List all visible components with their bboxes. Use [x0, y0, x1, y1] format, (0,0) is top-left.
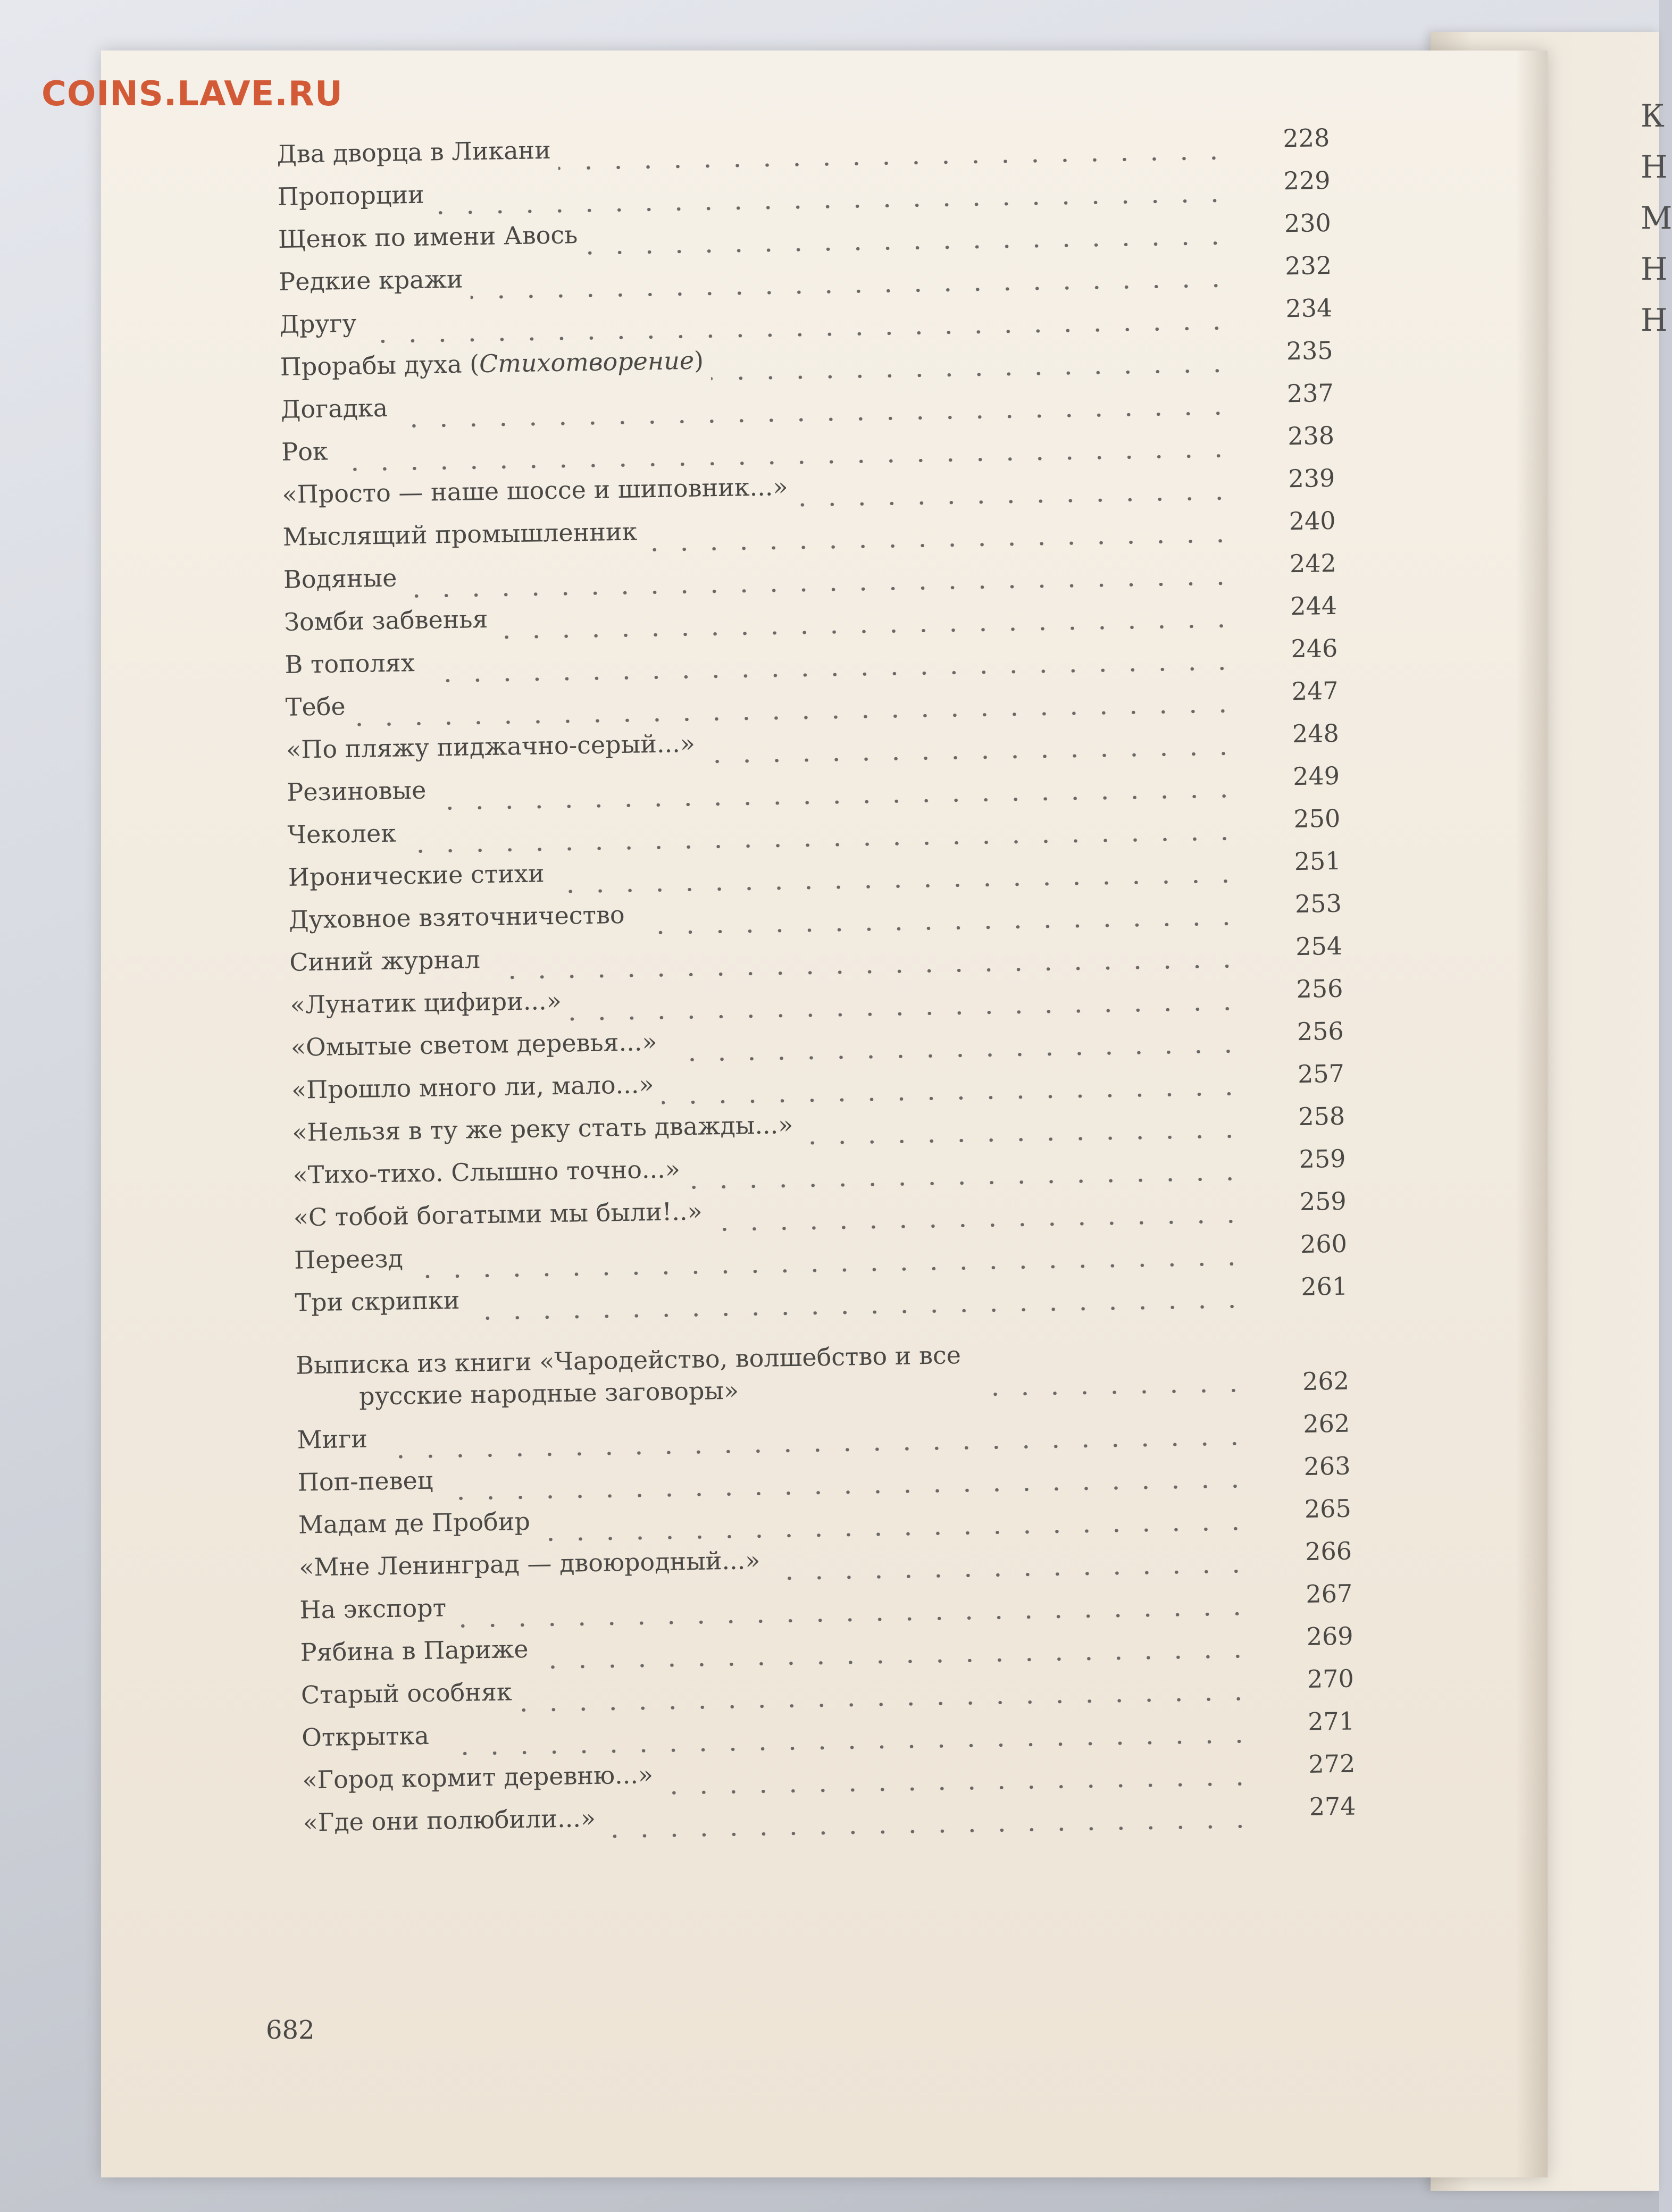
toc-entry-title-text: Синий журнал	[289, 945, 481, 977]
toc-entry-title	[285, 647, 422, 681]
toc-entry-title	[302, 1758, 661, 1796]
toc-entry-title-text: Прорабы духа (	[280, 349, 480, 381]
toc-entry-title-text: Духовное взяточничество	[288, 900, 625, 934]
toc-entry-title	[278, 219, 586, 255]
toc-entry-page: 254	[1295, 931, 1343, 961]
toc-entry-title	[302, 1720, 437, 1754]
toc-entry-page: 237	[1286, 378, 1334, 408]
toc-entry-page: 259	[1299, 1186, 1347, 1217]
facing-page-letter: Н	[1641, 251, 1668, 287]
toc-entry-title-text: «Лунатик цифири...»	[290, 986, 562, 1019]
toc-entry-title-end: )	[693, 346, 704, 375]
toc-entry-page: 248	[1292, 718, 1340, 749]
toc-entry-title	[284, 603, 496, 638]
toc-entry-title-text: Открытка	[301, 1721, 430, 1752]
toc-entry-page: 262	[1302, 1409, 1350, 1438]
toc-entry-page: 232	[1284, 250, 1332, 281]
toc-entry-page: 260	[1300, 1229, 1348, 1259]
toc-entry-page: 228	[1283, 123, 1330, 153]
toc-entry-title-text: Мадам де Пробир	[298, 1506, 531, 1539]
toc-entry-page: 242	[1289, 548, 1337, 579]
toc-entry-title-text: На экспорт	[299, 1593, 447, 1624]
toc-entry-title	[279, 263, 471, 298]
toc-entry-title-text: Переезд	[294, 1244, 404, 1275]
toc-entry-page: 269	[1306, 1621, 1353, 1651]
toc-entry-title-text: Догадка	[280, 393, 388, 424]
toc-entry-title	[285, 690, 353, 723]
toc-entry-title-text: «Где они полюбили...»	[303, 1803, 596, 1837]
page-number: 682	[266, 2015, 315, 2045]
toc-entry-title-text: Водяные	[283, 563, 397, 594]
toc-entry-title	[281, 435, 336, 468]
toc-entry-title	[298, 1505, 538, 1541]
toc-entry-title	[295, 1284, 467, 1319]
toc-entry-title-text: Чеколек	[287, 818, 397, 849]
facing-page-text	[1641, 90, 1672, 346]
table-of-contents	[277, 122, 1356, 1849]
watermark: COINS.LAVE.RU	[41, 74, 343, 114]
toc-entry-page: 229	[1283, 165, 1331, 196]
toc-entry-title-text: Тебе	[285, 692, 346, 722]
facing-page-letter: Н	[1641, 302, 1668, 338]
toc-entry-title	[279, 307, 364, 340]
toc-entry-title-text: «Омытые светом деревья...»	[290, 1027, 657, 1062]
toc-entry-page: 238	[1287, 421, 1335, 451]
toc-entry-page: 249	[1292, 761, 1340, 791]
toc-entry-title-text: Пропорции	[277, 180, 425, 211]
dot-leader	[801, 1135, 1244, 1145]
toc-entry-title	[287, 774, 434, 808]
toc-entry-title-text: «Прошло много ли, мало...»	[291, 1070, 654, 1104]
toc-entry-title	[287, 817, 404, 850]
toc-entry-page: 263	[1303, 1451, 1351, 1481]
toc-entry-page: 239	[1288, 463, 1335, 493]
facing-page-letter: Н	[1641, 149, 1668, 185]
toc-entry-title	[296, 1339, 969, 1413]
toc-entry-title	[303, 1802, 603, 1839]
toc-entry-title-line2: русские народные заговоры»	[358, 1376, 739, 1411]
toc-entry-page: 270	[1307, 1664, 1355, 1694]
toc-entry-title-text: Рябина в Париже	[300, 1634, 529, 1667]
toc-entry-page: 261	[1300, 1271, 1348, 1302]
toc-entry-page: 274	[1309, 1791, 1356, 1821]
toc-entry-title-text: Три скрипки	[294, 1285, 460, 1317]
toc-entry-title-text: «Тихо-тихо. Слышно точно...»	[292, 1154, 681, 1189]
toc-entry-title-text: «Нельзя в ту же реку стать дважды...»	[291, 1110, 793, 1147]
toc-entry-title-text: В тополях	[285, 648, 415, 679]
toc-entry-title	[292, 1153, 688, 1191]
toc-entry-title-text: Щенок по имени Авось	[278, 220, 578, 254]
toc-entry-title	[301, 1675, 520, 1711]
toc-entry-title-text: Редкие кражи	[278, 264, 463, 296]
toc-entry-page: 244	[1290, 591, 1337, 621]
toc-entry-title	[290, 985, 569, 1021]
dot-leader	[688, 1177, 1245, 1189]
dot-leader	[711, 369, 1232, 380]
dot-leader	[796, 497, 1234, 507]
dot-leader	[768, 1570, 1251, 1580]
toc-entry-title-text: «Город кормит деревню...»	[302, 1760, 654, 1795]
toc-entry-page: 272	[1308, 1749, 1356, 1779]
toc-entry-page: 234	[1285, 293, 1333, 323]
toc-entry-title-text: «По пляжу пиджачно-серый...»	[286, 728, 696, 764]
toc-entry-page: 271	[1307, 1706, 1355, 1736]
facing-page-letter: М	[1641, 200, 1672, 236]
toc-entry-title	[277, 178, 432, 213]
toc-entry-title-italic: Стихотворение	[479, 346, 695, 379]
toc-entry-page: 246	[1291, 633, 1338, 664]
toc-entry-page: 235	[1286, 336, 1333, 366]
toc-entry-title-text: Два дворца в Ликани	[277, 135, 551, 169]
toc-entry-page: 247	[1291, 676, 1339, 706]
toc-entry-title-text: «Мне Ленинград — двоюродный...»	[298, 1546, 760, 1582]
toc-entry-title	[293, 1195, 710, 1233]
toc-entry-title	[283, 562, 405, 596]
facing-page-letter: К	[1641, 98, 1665, 134]
toc-entry-title-text: Старый особняк	[300, 1677, 513, 1710]
toc-entry-title	[289, 899, 632, 936]
toc-entry-title-text: Резиновые	[286, 775, 427, 807]
toc-entry-title	[300, 1633, 536, 1669]
toc-entry-title	[282, 515, 645, 553]
toc-entry-title	[280, 344, 711, 383]
dot-leader	[710, 1220, 1245, 1231]
toc-entry-page: 253	[1294, 889, 1342, 919]
toc-entry-title-text: Другу	[279, 308, 357, 339]
toc-entry-title	[286, 727, 703, 766]
toc-entry-page: 262	[1302, 1366, 1350, 1396]
toc-entry-page: 266	[1305, 1536, 1352, 1566]
toc-entry-title-text: Миги	[297, 1424, 368, 1454]
dot-leader	[703, 752, 1238, 764]
toc-entry-page: 265	[1304, 1494, 1352, 1523]
toc-entry-title	[294, 1242, 411, 1276]
toc-entry-page: 257	[1297, 1059, 1345, 1089]
toc-entry-page: 267	[1306, 1579, 1353, 1608]
toc-entry-page: 240	[1289, 506, 1336, 536]
page-gutter	[1516, 51, 1548, 2177]
toc-entry-title-text: Мыслящий промышленник	[282, 517, 638, 551]
toc-entry-title-text: Поп-певец	[297, 1465, 433, 1497]
toc-entry-title-text: «С тобой богатыми мы были!..»	[293, 1196, 703, 1232]
toc-entry-title	[297, 1464, 441, 1498]
toc-entry-title	[288, 857, 552, 893]
toc-entry-page: 251	[1294, 846, 1342, 876]
toc-entry-title-text: Рок	[281, 437, 329, 466]
toc-entry-title	[290, 1026, 665, 1063]
toc-entry-title-text: Иронические стихи	[288, 859, 545, 892]
toc-entry-page: 230	[1284, 208, 1332, 238]
toc-entry-title	[281, 392, 396, 425]
toc-entry-title	[299, 1544, 768, 1583]
toc-entry-page: 258	[1298, 1101, 1345, 1132]
dot-leader	[969, 1389, 1248, 1396]
toc-entry-page: 256	[1297, 1016, 1344, 1046]
toc-entry-title-text: «Просто — наше шоссе и шиповник...»	[282, 472, 788, 509]
toc-entry-title	[289, 943, 488, 978]
toc-entry	[295, 1313, 1350, 1424]
toc-entry-page: 250	[1293, 803, 1341, 834]
toc-entry-page: 259	[1299, 1144, 1346, 1174]
toc-entry-title-text: Зомби забвенья	[283, 604, 488, 636]
toc-entry-title	[299, 1591, 454, 1626]
toc-entry-title	[291, 1068, 662, 1106]
toc-entry-page: 256	[1296, 974, 1343, 1004]
toc-entry-title	[297, 1422, 375, 1455]
toc-entry-title	[277, 134, 558, 170]
toc-entry-title-text: Выписка из книги «Чародейство, волшебство и все	[295, 1340, 962, 1380]
